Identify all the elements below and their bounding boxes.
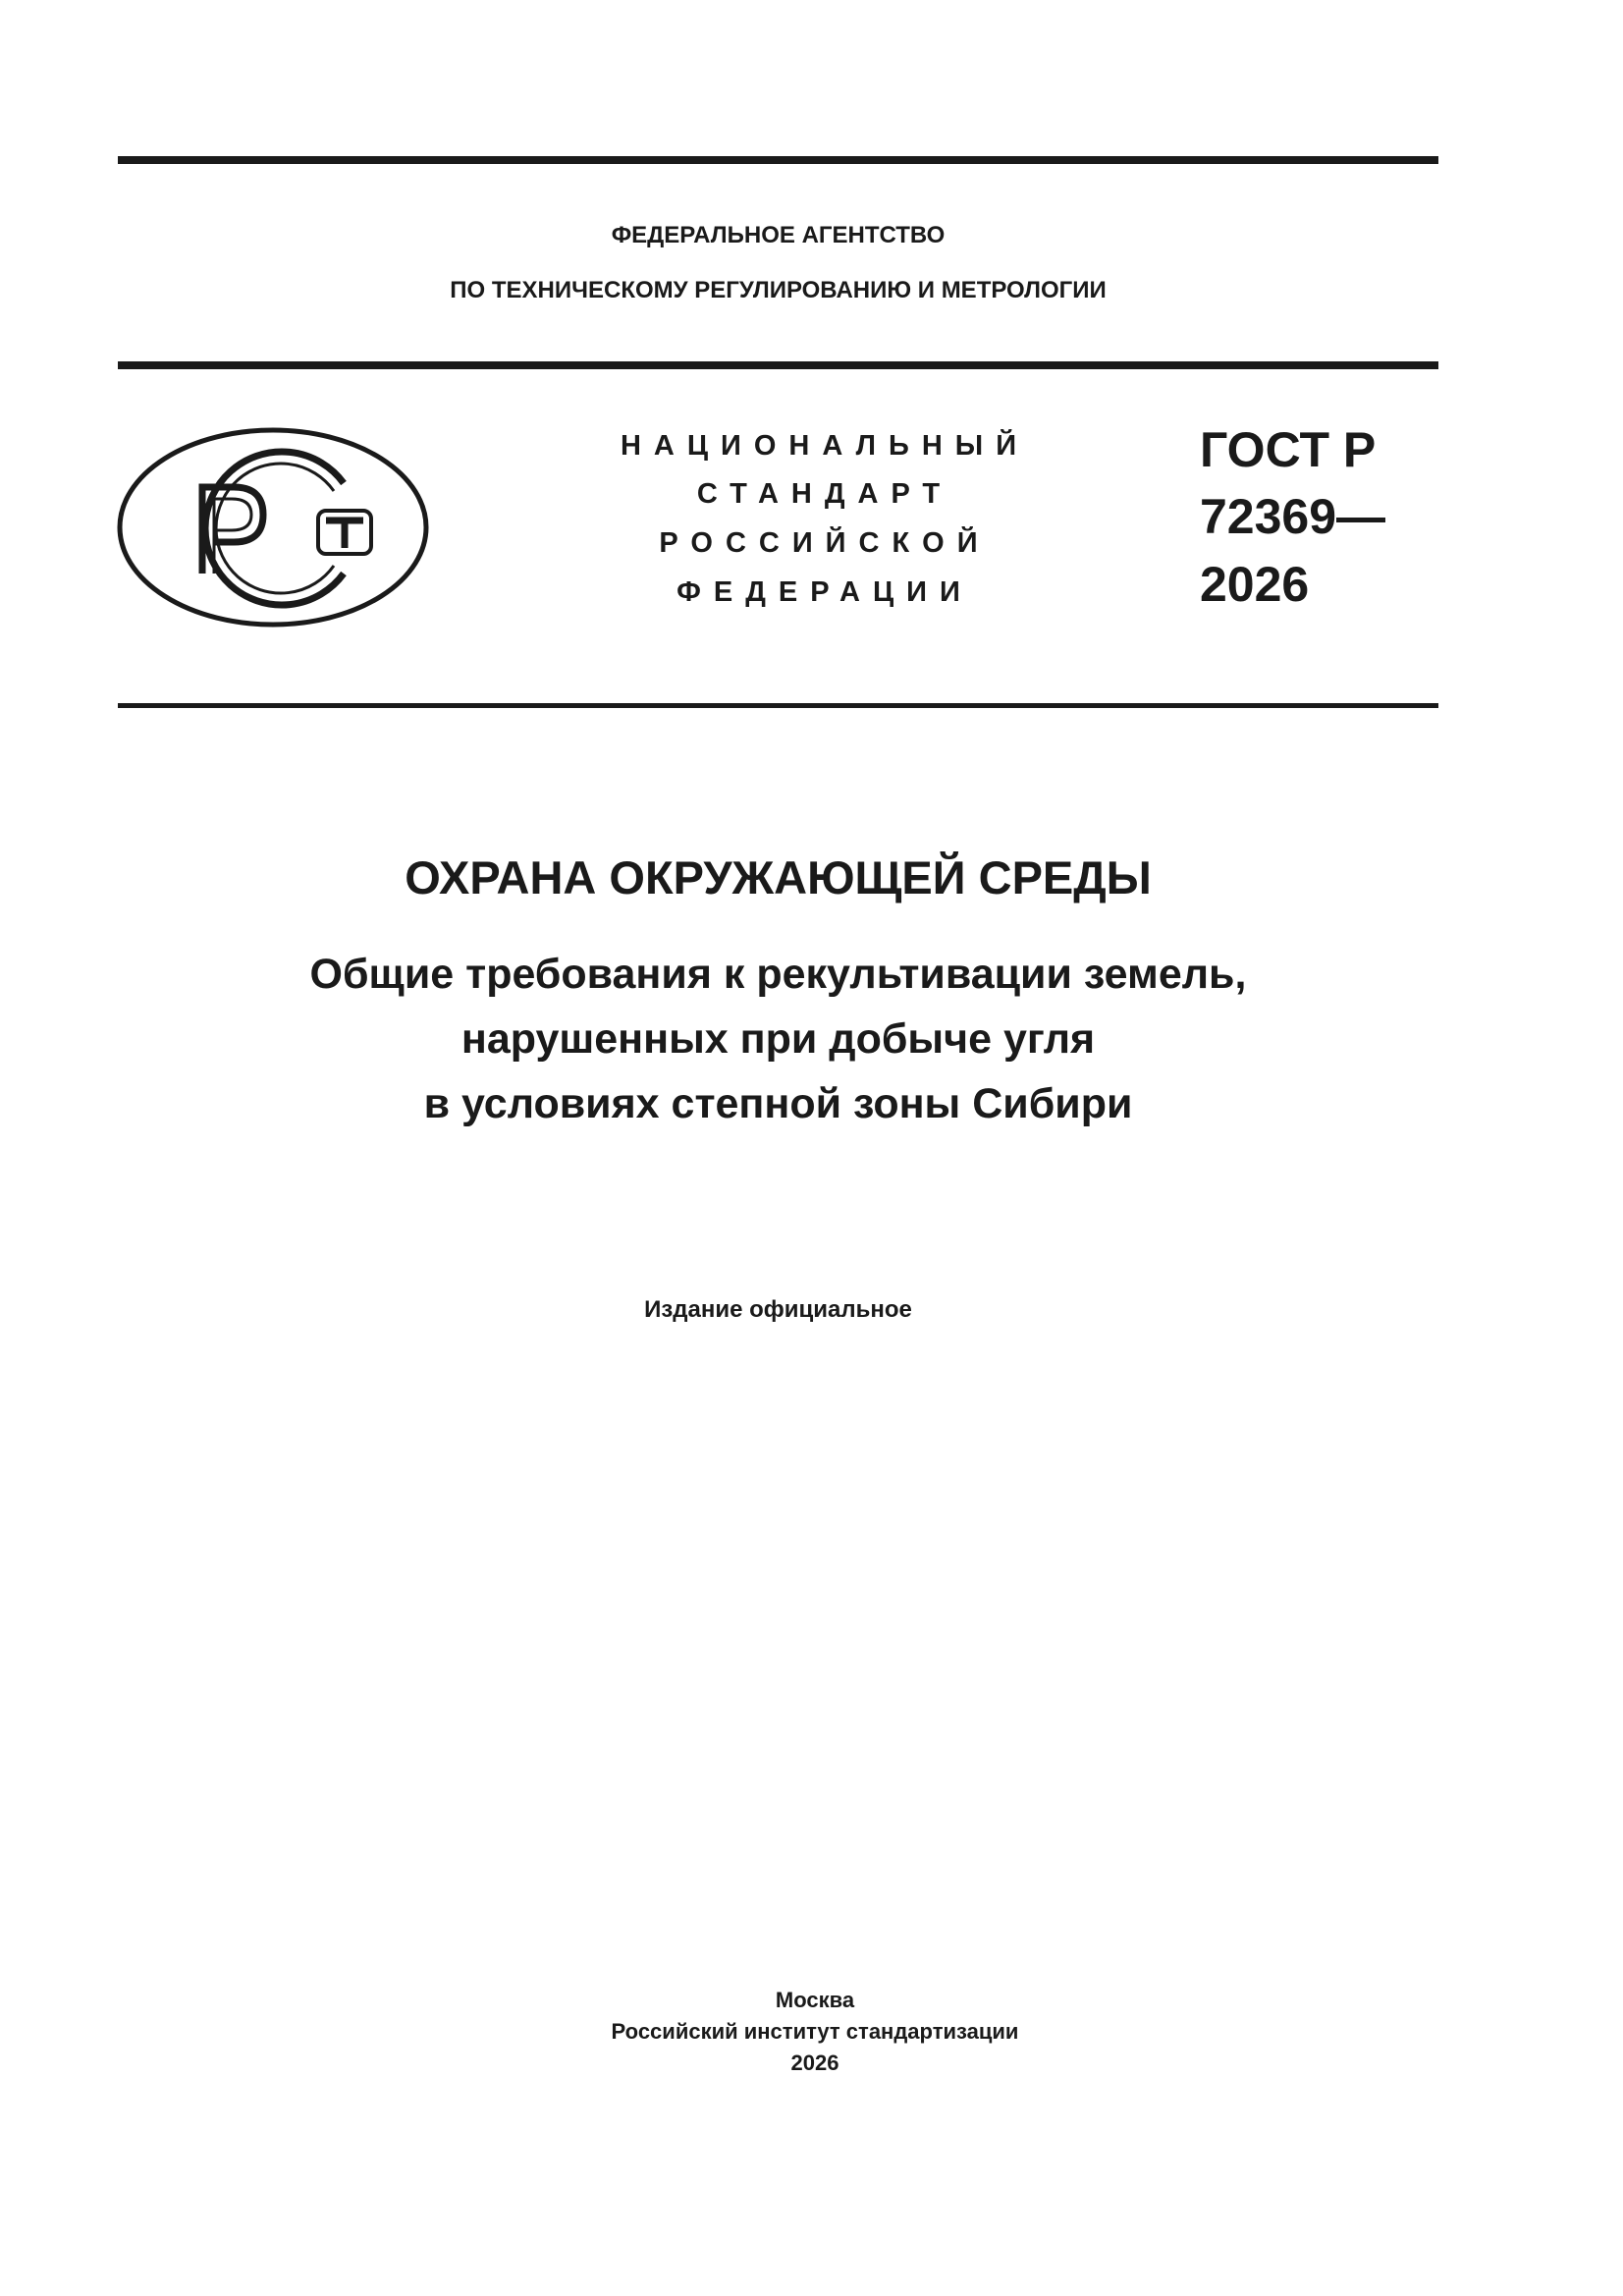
top-rule — [118, 156, 1438, 164]
edition-label: Издание официальное — [644, 1296, 912, 1323]
standard-designation-line-1: ГОСТ Р — [1200, 422, 1377, 477]
imprint-city: Москва — [775, 1988, 855, 2012]
header-divider-rule — [118, 361, 1438, 369]
agency-name-line-1: ФЕДЕРАЛЬНОЕ АГЕНТСТВО — [611, 222, 946, 248]
imprint-year: 2026 — [790, 2050, 839, 2075]
gost-r-logo-icon — [116, 426, 430, 629]
standard-designation-line-3: 2026 — [1200, 557, 1310, 612]
document-subtitle-line-1: Общие требования к рекультивации земель, — [309, 951, 1247, 998]
document-title: ОХРАНА ОКРУЖАЮЩЕЙ СРЕДЫ — [405, 851, 1152, 903]
document-subtitle-line-3: в условиях степной зоны Сибири — [423, 1080, 1133, 1127]
imprint-publisher: Российский институт стандартизации — [611, 2019, 1019, 2044]
standard-designation-line-2: 72369— — [1200, 489, 1386, 544]
standard-type-line-1: НАЦИОНАЛЬНЫЙ — [620, 430, 1030, 462]
agency-name-line-2: ПО ТЕХНИЧЕСКОМУ РЕГУЛИРОВАНИЮ И МЕТРОЛОГИИ — [450, 277, 1107, 303]
document-subtitle-line-2: нарушенных при добыче угля — [460, 1015, 1096, 1063]
standard-type-line-4: ФЕДЕРАЦИИ — [676, 576, 973, 608]
standard-type-line-2: СТАНДАРТ — [696, 478, 953, 510]
standard-type-line-3: РОССИЙСКОЙ — [659, 527, 991, 559]
section-divider-rule — [118, 703, 1438, 708]
